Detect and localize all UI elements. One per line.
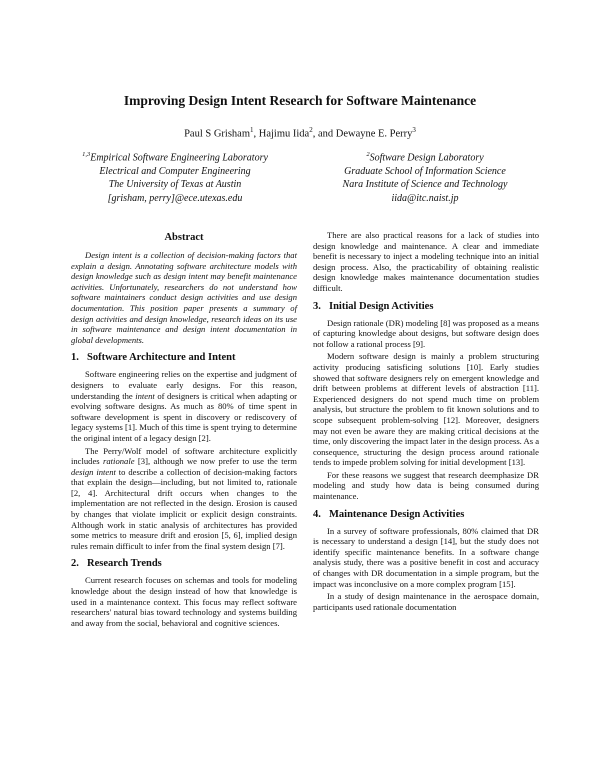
affil-left-sup: 1,3 [82,151,91,158]
author-2: , Hajimu Iida [253,128,310,140]
paper-title: Improving Design Intent Research for Software Maintenance [123,93,477,108]
section-2-paragraph-2: There are also practical reasons for a lack of studies into design knowledge and maintenance. A clear and immediate benefit is necessary to inject a modeling technique into an initial design process. Also, the practicability of obtaining realistic design knowledge makes maintenance documentation studies difficult. [313,230,539,293]
left-column [71,228,297,628]
section-3-paragraph-2: Modern software design is mainly a problem structuring activity producing satisficing solutions [10]. Early studies showed that software designers rely on emergent knowledge and drift between problems at different levels of abstraction [11]. Experienced designers do not spend much time on problem analysis, but structure the problem to fit known solutions and to scope subsequent problem-solving [12]. Moreover, designers may not even be aware they are making critical decisions at the time, only discovering the impact later in the design process. As a consequence, structuring the design process around rationale tends to impede problem solving for initial development [13]. [313,351,540,468]
section-3-heading: 3. Initial Design Activities [313,300,434,312]
affil-right-line3: Nara Institute of Science and Technology [342,179,508,191]
affiliation-right [300,148,550,205]
author-1-sup: 1 [250,126,254,134]
affil-left-email: [grisham, perry]@ece.utexas.edu [107,192,243,204]
section-1-paragraph-2: The Perry/Wolf model of software architecture explicitly includes rationale [3], although we now prefer to use the term design intent to describe a collection of decision-making factors that explain the design—including, but not limited to, rationale [2, 4]. Architectural drift occurs when changes to the implementation are not reflected in the design. Erosion is caused by changes that violate implicit or explicit design constraints. Although work in static analysis of architectures has provided some metrics to measure drift and erosion [5, 6], implied design rules remain difficult to infer from the final system design [7]. [71,445,297,551]
affil-left-line3: The University of Texas at Austin [108,179,242,191]
abstract-text: Design intent is a collection of decision-making factors that explain a design. Annotating software architecture models with design knowledge such as design intent may benefit maintenance activities. Unfortunately, researchers do not understand how software maintainers conduct design activities and use design documentation. This position paper presents a summary of design activities and design knowledge, research ideas on its use in software maintenance and design intent documentation in global developments. [71,250,297,345]
author-line [40,126,560,140]
section-2-paragraph-1: Current research focuses on schemas and tools for modeling knowledge about the design instead of how that knowledge is used in a maintenance context. This focus may reflect software researchers' natural bias toward technology and systems building and away from the social, behavioral and cognitive sciences. [71,575,297,628]
affil-right-line2: Graduate School of Information Science [344,165,506,177]
author-3-sup: 3 [412,126,416,134]
section-4-heading: 4. Maintenance Design Activities [313,508,465,520]
abstract-heading: Abstract [164,232,204,243]
section-3-paragraph-3: For these reasons we suggest that research deemphasize DR modeling and study how data is being consumed during maintenance. [313,469,539,502]
affil-right-line1: $^2$Software Design Laboratory [366,151,484,164]
section-4-paragraph-1: In a survey of software professionals, 80% claimed that DR is necessary to understand a design [14], but the study does not identify specific maintenance benefits. In a software change analysis study, there was a positive benefit in cost and accuracy of changes with DR documentation in a simple program, but the impact was inconclusive on a more complex program [15]. [313,525,539,589]
affiliation-left [50,148,300,205]
affil-right-sup: 2 [366,151,370,158]
author-1: Paul S Grisham [184,128,250,140]
affil-right-email: iida@itc.naist.jp [391,192,459,204]
affil-left-line2: Electrical and Computer Engineering [99,165,251,177]
author-3: , and Dewayne E. Perry [312,128,413,140]
section-3-paragraph-1: Design rationale (DR) modeling [8] was proposed as a means of capturing knowledge about designs, but software design does not follow a rational process [9]. [313,317,539,349]
section-1-heading: 1. Software Architecture and Intent [71,352,236,364]
section-2-heading: 2. Research Trends [71,558,162,570]
right-column [313,230,539,612]
section-4-paragraph-2: In a study of design maintenance in the aerospace domain, participants used rationale documentation [313,591,539,612]
affil-left-line1: $^{1,3}$Empirical Software Engineering Laboratory [82,151,268,164]
author-2-sup: 2 [309,126,313,134]
section-1-paragraph-1: Software engineering relies on the expertise and judgment of designers to evaluate early designs. For this reason, understanding the intent of designers is critical when adapting or evolving software designs. As much as 80% of time spent in software development is spent in discovery or rediscovery of legacy systems [1]. Much of this time is spent trying to determine the original intent of a legacy design [2]. [71,369,298,443]
